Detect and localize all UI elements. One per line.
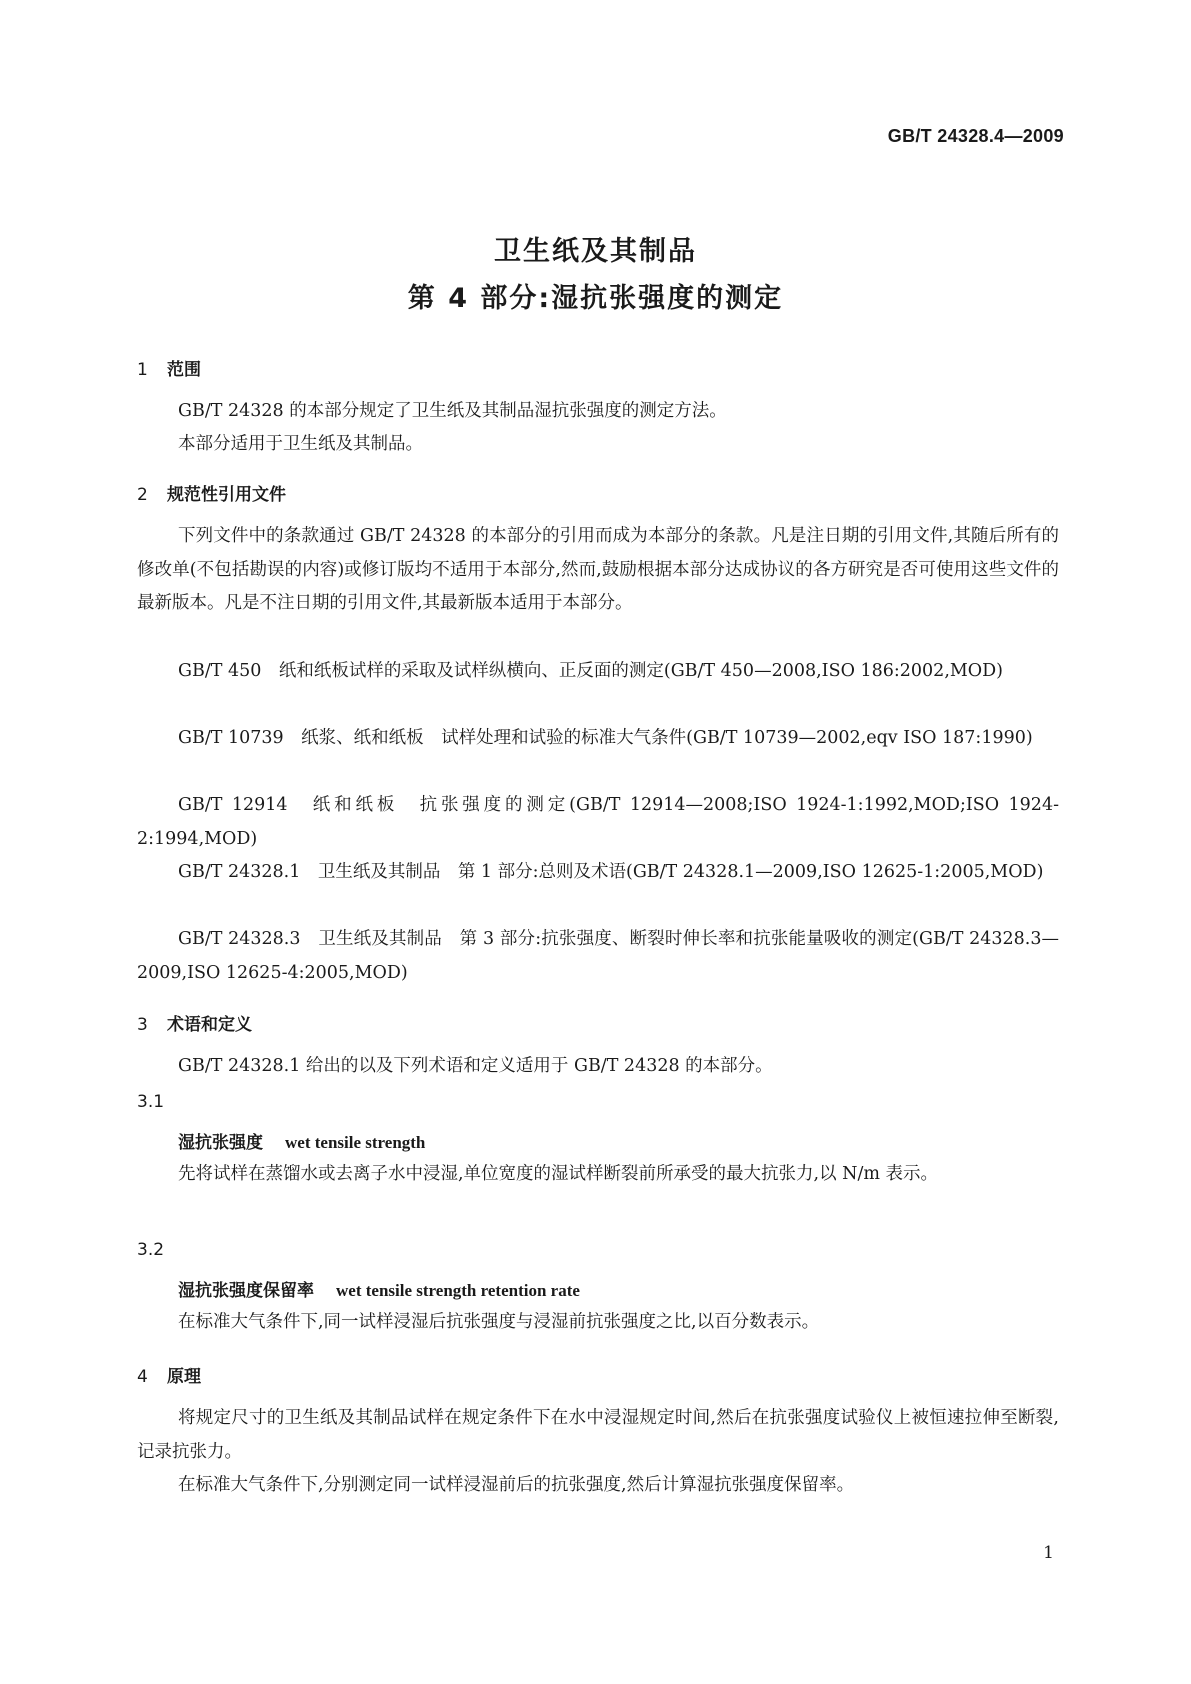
section-2-intro: 下列文件中的条款通过 GB/T 24328 的本部分的引用而成为本部分的条款。凡是注日期的引用文件,其随后所有的修改单(不包括勘误的内容)或修订版均不适用于本部分,然而,鼓励根据本部分达成协议的各方研究是否可使用这些文件的最新版本。凡是不注日期的引用文件,其最新版本适用于本部分。	[137, 526, 1059, 613]
section-3-heading	[137, 1010, 252, 1035]
section-title: 范围	[167, 360, 201, 380]
section-2-heading	[137, 480, 286, 505]
reference-item: GB/T 12914 纸和纸板 抗张强度的测定(GB/T 12914—2008;ISO 1924-1:1992,MOD;ISO 1924-2:1994,MOD)	[137, 795, 1059, 849]
section-3-intro: GB/T 24328.1 给出的以及下列术语和定义适用于 GB/T 24328 的本部分。	[178, 1056, 773, 1076]
section-number: 1	[137, 360, 148, 380]
reference-item: GB/T 24328.1 卫生纸及其制品 第 1 部分:总则及术语(GB/T 24328.1—2009,ISO 12625-1:2005,MOD)	[178, 862, 1044, 882]
document-title-line1: 卫生纸及其制品	[494, 236, 697, 267]
section-title: 规范性引用文件	[167, 485, 286, 505]
term-number: 3.2	[137, 1240, 165, 1260]
section-1-paragraph-2: 本部分适用于卫生纸及其制品。	[178, 434, 423, 454]
section-number: 4	[137, 1367, 148, 1387]
term-number: 3.1	[137, 1092, 165, 1112]
reference-item: GB/T 24328.3 卫生纸及其制品 第 3 部分:抗张强度、断裂时伸长率和抗张能量吸收的测定(GB/T 24328.3—2009,ISO 12625-4:2005,MOD)	[137, 929, 1059, 983]
section-title: 术语和定义	[167, 1015, 252, 1035]
term-chinese: 湿抗张强度保留率	[178, 1281, 314, 1301]
section-1-paragraph-1: GB/T 24328 的本部分规定了卫生纸及其制品湿抗张强度的测定方法。	[178, 401, 727, 421]
term-chinese: 湿抗张强度	[178, 1133, 263, 1153]
term-english: wet tensile strength	[285, 1133, 426, 1152]
section-4-paragraph-2: 在标准大气条件下,分别测定同一试样浸湿前后的抗张强度,然后计算湿抗张强度保留率。	[178, 1475, 855, 1495]
section-number: 3	[137, 1015, 148, 1035]
term-definition: 先将试样在蒸馏水或去离子水中浸湿,单位宽度的湿试样断裂前所承受的最大抗张力,以 N/m 表示。	[178, 1164, 939, 1184]
section-4-paragraph-1: 将规定尺寸的卫生纸及其制品试样在规定条件下在水中浸湿规定时间,然后在抗张强度试验仪上被恒速拉伸至断裂,记录抗张力。	[137, 1408, 1059, 1462]
section-title: 原理	[167, 1367, 201, 1387]
section-number: 2	[137, 485, 148, 505]
standard-number: GB/T 24328.4—2009	[887, 126, 1064, 146]
term-heading	[178, 1128, 425, 1153]
term-english: wet tensile strength retention rate	[336, 1281, 580, 1300]
document-title-line2: 第 4 部分:湿抗张强度的测定	[407, 283, 784, 314]
section-1-heading	[137, 355, 201, 380]
section-4-heading	[137, 1362, 201, 1387]
term-definition: 在标准大气条件下,同一试样浸湿后抗张强度与浸湿前抗张强度之比,以百分数表示。	[178, 1312, 820, 1332]
reference-item: GB/T 10739 纸浆、纸和纸板 试样处理和试验的标准大气条件(GB/T 10739—2002,eqv ISO 187:1990)	[178, 728, 1033, 748]
reference-item: GB/T 450 纸和纸板试样的采取及试样纵横向、正反面的测定(GB/T 450—2008,ISO 186:2002,MOD)	[178, 661, 1004, 681]
page-number: 1	[1043, 1543, 1054, 1563]
term-heading	[178, 1276, 580, 1301]
